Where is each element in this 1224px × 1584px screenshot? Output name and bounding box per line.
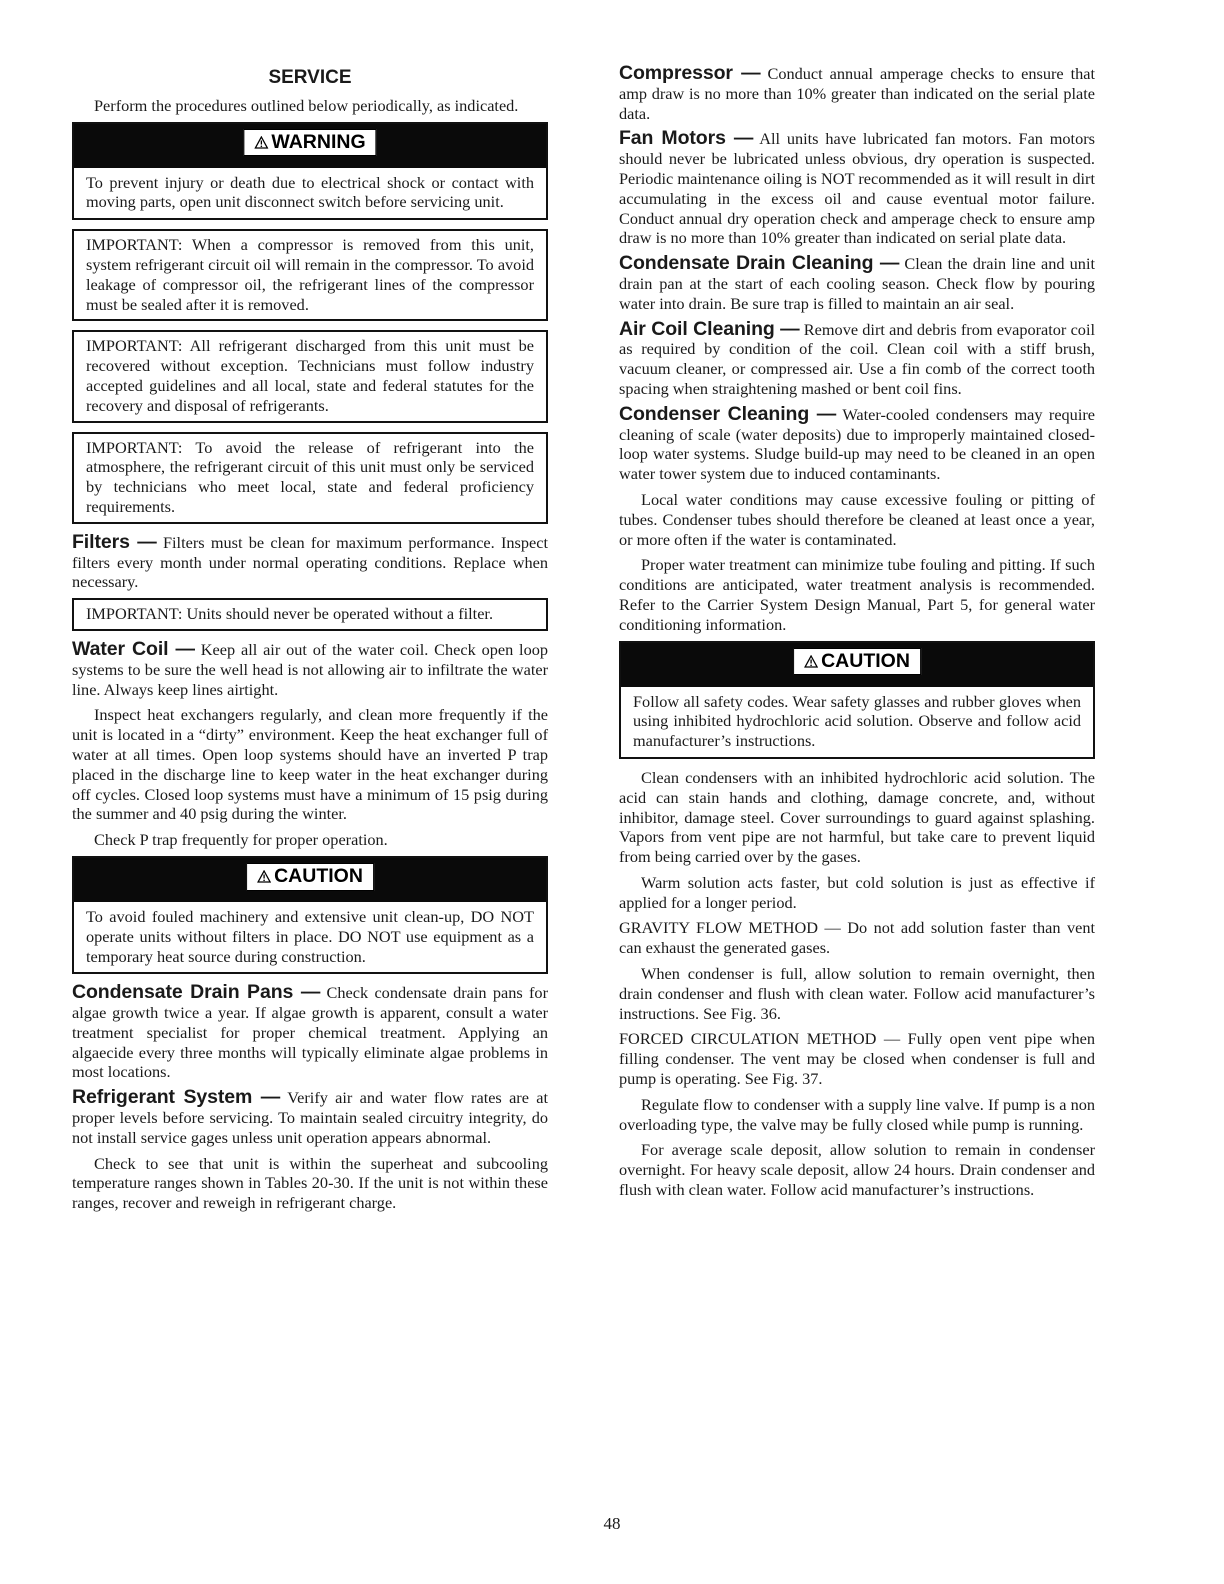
water-coil-paragraph-2: Inspect heat exchangers regularly, and clean more frequently if the unit is located in a “dirty” environment. Keep the heat exchanger full of water at all times. Open loop systems should have an inverted P trap placed in the discharge line to keep water in the heat exchanger during off cycles. Closed loop systems must have a minimum of 15 psig during the summer and 40 psig during the winter.	[72, 705, 548, 824]
compressor-text: Conduct annual amperage checks to ensure that amp draw is no more than 10% greater than indicated on the serial plate data.	[619, 64, 1096, 123]
forced-circulation-paragraph: FORCED CIRCULATION METHOD — Fully open vent pipe when filling condenser. The vent may be closed when condenser is full and pump is operating. See Fig. 37.	[619, 1029, 1095, 1089]
page-number: 48	[603, 1514, 621, 1533]
acid-cleaning-paragraph: Clean condensers with an inhibited hydrochloric acid solution. The acid can stain hands and clothing, damage concrete, and, without inhibitor, damage steel. Cover surroundings to guard against splashing. Vapors from vent pipe are not harmful, but take care to prevent liquid from being carried over by the gases.	[619, 767, 1095, 867]
drain-cleaning-heading: Condensate Drain Cleaning —	[619, 252, 900, 275]
fan-motors-paragraph	[619, 129, 1095, 248]
caution-box-filters	[72, 856, 548, 974]
important-text: IMPORTANT: When a compressor is removed from this unit, system refrigerant circuit oil will remain in the compressor. To avoid leakage of compressor oil, the refrigerant lines of the compressor must be sealed after it is removed.	[86, 235, 534, 314]
drain-pans-heading: Condensate Drain Pans —	[72, 981, 321, 1004]
compressor-paragraph	[619, 64, 1095, 123]
warning-label	[243, 129, 376, 157]
warning-box	[72, 122, 548, 221]
caution-header	[74, 858, 546, 902]
warning-header	[74, 124, 546, 168]
condenser-heading: Condenser Cleaning —	[619, 402, 837, 425]
warning-triangle-icon	[257, 870, 271, 883]
drain-cleaning-text: Clean the drain line and unit drain pan at the start of each cooling season. Check flow by pouring water into drain. Be sure trap is filled to maintain an air seal.	[619, 254, 1095, 313]
filters-paragraph	[72, 530, 548, 592]
caution-label-text: CAUTION	[821, 649, 910, 672]
caution-label-text: CAUTION	[274, 864, 363, 887]
water-coil-heading: Water Coil —	[72, 637, 195, 660]
condenser-paragraph-3: Proper water treatment can minimize tube fouling and pitting. If such conditions are anticipated, water treatment analysis is recommended. Refer to the Carrier System Design Manual, Part 5, for general water conditioning information.	[619, 555, 1095, 634]
drain-cleaning-paragraph	[619, 254, 1095, 313]
condenser-paragraph	[619, 402, 1095, 484]
fan-motors-heading: Fan Motors —	[619, 127, 754, 150]
water-coil-paragraph	[72, 637, 549, 699]
drain-pans-paragraph	[72, 983, 548, 1082]
caution-label	[246, 863, 374, 891]
compressor-heading: Compressor —	[619, 62, 761, 84]
important-text: IMPORTANT: All refrigerant discharged from this unit must be recovered without exception. Technicians must follow industry accepted guidelines and all local, state and federal statutes for the recovery and disposal of refrigerants.	[86, 336, 534, 415]
caution-header	[621, 643, 1093, 687]
air-coil-paragraph	[619, 317, 1095, 399]
important-box-refrigerant-recovery	[72, 330, 548, 422]
important-box-technicians	[72, 432, 548, 524]
warning-label-text: WARNING	[271, 130, 366, 153]
caution-text: To avoid fouled machinery and extensive unit clean-up, DO NOT operate units without filters in place. DO NOT use equipment as a temporary heat source during construction.	[86, 906, 534, 966]
air-coil-text: Remove dirt and debris from evaporator coil as required by condition of the coil. Clean coil with a stiff brush, vacuum cleaner, or compressed air. Use a fin comb of the correct tooth spacing when straightening mashed or bent coil fins.	[619, 319, 1095, 398]
warning-text: To prevent injury or death due to electrical shock or contact with moving parts, open unit disconnect switch before servicing unit.	[86, 172, 534, 212]
right-column	[619, 64, 1095, 1206]
warning-triangle-icon	[254, 136, 268, 149]
refrigerant-text: Verify air and water flow rates are at proper levels before servicing. To maintain sealed circuitry integrity, do not install service gages unless unit operation appears abnormal.	[72, 1088, 548, 1147]
warning-triangle-icon	[804, 655, 818, 668]
caution-label	[793, 648, 921, 676]
water-coil-paragraph-3: Check P trap frequently for proper operation.	[94, 830, 388, 850]
caution-box-acid	[619, 641, 1095, 759]
filters-text: Filters must be clean for maximum performance. Inspect filters every month under normal operating conditions. Replace when necessary.	[72, 532, 548, 592]
condenser-text: Water-cooled condensers may require cleaning of scale (water deposits) due to improperly maintained closed-loop water systems. Sludge build-up may need to be cleaned in an open water tower system due to induced contaminants.	[619, 404, 1095, 484]
scale-deposit-paragraph: For average scale deposit, allow solution to remain in condenser overnight. For heavy scale deposit, allow 24 hours. Drain condenser and flush with clean water. Follow acid manufacturer’s instructions.	[619, 1140, 1095, 1200]
refrigerant-paragraph	[72, 1088, 548, 1147]
important-box-filter	[72, 598, 548, 631]
important-box-compressor	[72, 229, 548, 321]
warm-solution-paragraph: Warm solution acts faster, but cold solution is just as effective if applied for a longer period.	[619, 872, 1095, 912]
left-column	[72, 64, 548, 1219]
intro-paragraph: Perform the procedures outlined below periodically, as indicated.	[94, 95, 519, 115]
fan-motors-text: All units have lubricated fan motors. Fan motors should never be lubricated unless obvious, dry operation is suspected. Periodic maintenance oiling is NOT recommended as it will result in dirt accumulating in the excess oil and cause eventual motor failure. Conduct annual dry operation check and amperage check to ensure amp draw is no more than 10% greater than indicated on serial plate data.	[619, 129, 1095, 248]
filters-heading: Filters —	[72, 530, 157, 553]
regulate-flow-paragraph: Regulate flow to condenser with a supply line valve. If pump is a non overloading type, the valve may be fully closed while pump is running.	[619, 1094, 1095, 1134]
condenser-full-paragraph: When condenser is full, allow solution to remain overnight, then drain condenser and flush with clean water. Follow acid manufacturer’s instructions. See Fig. 36.	[619, 964, 1095, 1023]
section-title: SERVICE	[268, 67, 352, 88]
condenser-paragraph-2: Local water conditions may cause excessive fouling or pitting of tubes. Condenser tubes should therefore be cleaned at least once a year, or more often if the water is contaminated.	[619, 489, 1095, 549]
gravity-flow-paragraph: GRAVITY FLOW METHOD — Do not add solution faster than vent can exhaust the generated gases.	[619, 918, 1095, 958]
refrigerant-heading: Refrigerant System —	[72, 1086, 281, 1109]
important-text: IMPORTANT: To avoid the release of refrigerant into the atmosphere, the refrigerant circuit of this unit must only be serviced by technicians who meet local, state and federal proficiency requirements.	[86, 437, 534, 516]
important-text: IMPORTANT: Units should never be operated without a filter.	[86, 604, 494, 624]
drain-pans-text: Check condensate drain pans for algae growth twice a year. If algae growth is apparent, consult a water treatment specialist for proper chemical treatment. Applying an algaecide every three months will typically eliminate algae problems in most locations.	[72, 983, 548, 1082]
caution-text: Follow all safety codes. Wear safety glasses and rubber gloves when using inhibited hydrochloric acid solution. Observe and follow acid manufacturer’s instructions.	[633, 691, 1081, 751]
air-coil-heading: Air Coil Cleaning —	[619, 317, 800, 340]
refrigerant-paragraph-2: Check to see that unit is within the superheat and subcooling temperature ranges shown in Tables 20-30. If the unit is not within these ranges, recover and reweigh in refrigerant charge.	[72, 1153, 548, 1213]
water-coil-text: Keep all air out of the water coil. Check open loop systems to be sure the well head is not allowing air to infiltrate the water line. Always keep lines airtight.	[72, 639, 549, 699]
